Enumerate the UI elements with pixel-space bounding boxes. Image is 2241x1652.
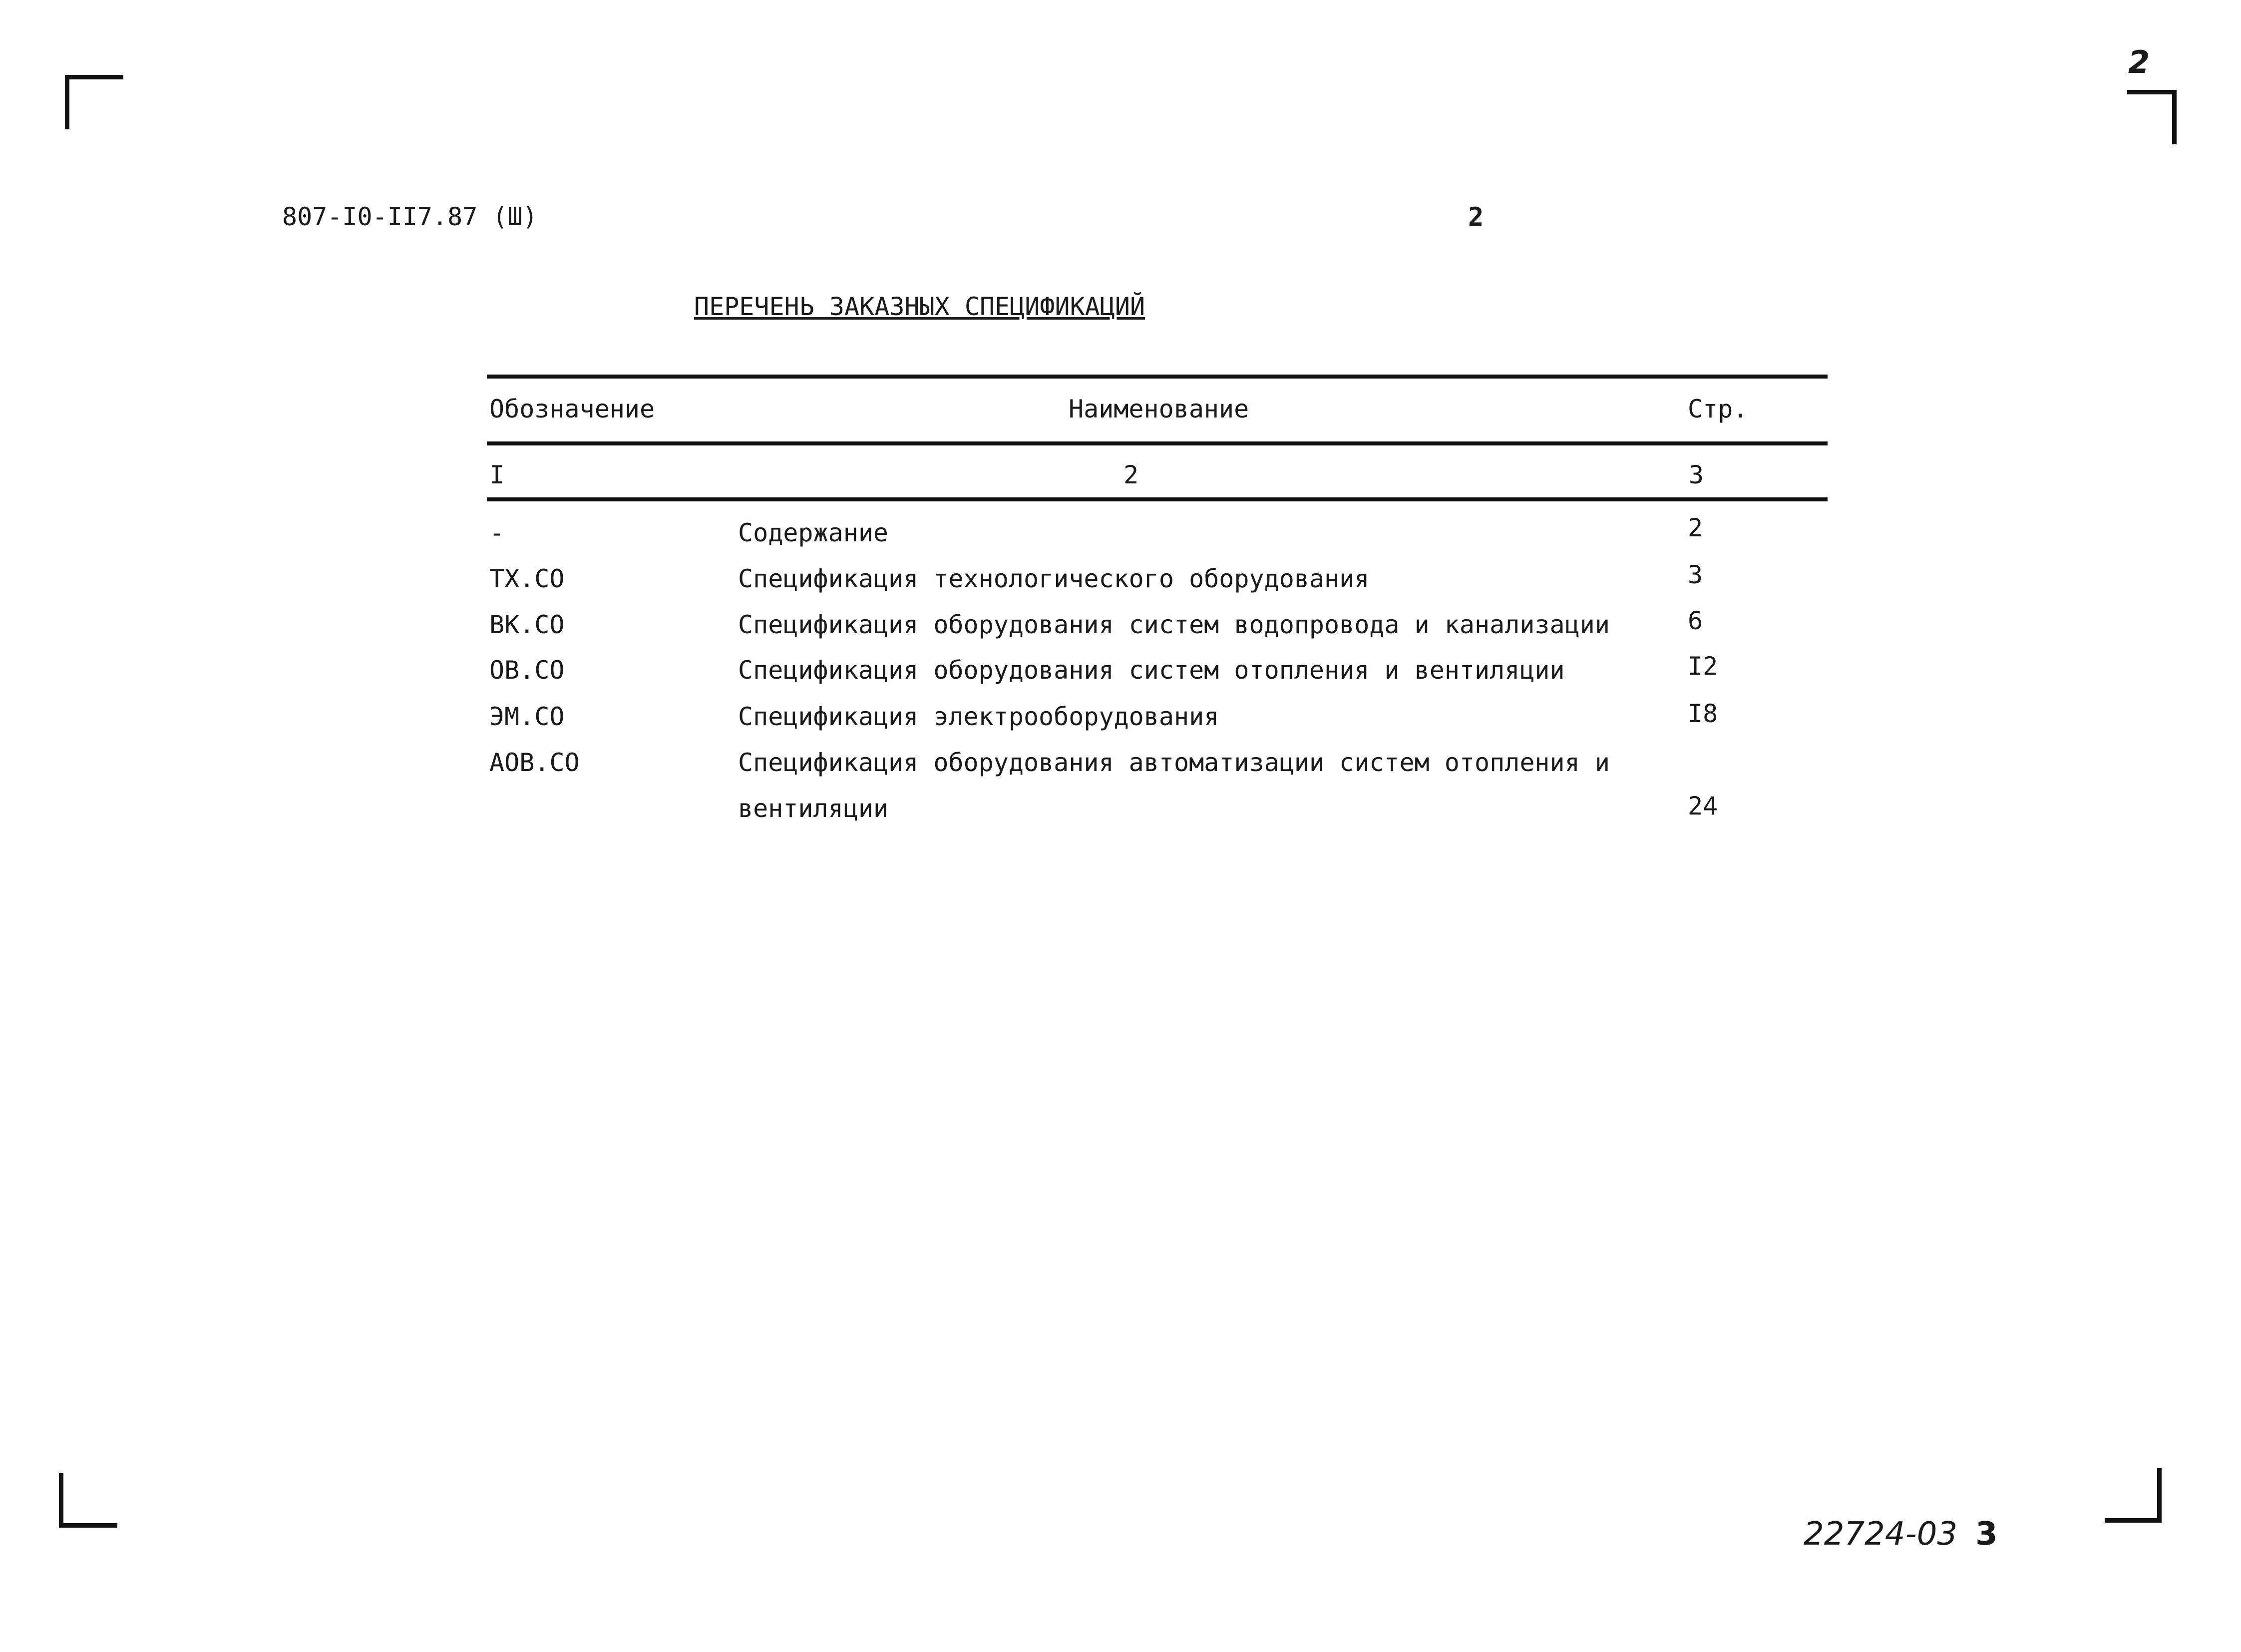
stamp-number: 22724-03	[1804, 1516, 1958, 1553]
column-number-3: 3	[1689, 460, 1704, 489]
column-header-designation: Обозначение	[489, 395, 655, 423]
row-name: Спецификация оборудования автоматизации систем отопления и	[738, 748, 1610, 777]
row-page: I8	[1688, 699, 1718, 728]
row-name: Спецификация оборудования систем водопровода и канализации	[738, 610, 1610, 639]
stamp-page: 3	[1975, 1516, 1998, 1553]
table-rule-top	[487, 375, 1828, 379]
row-page: 24	[1688, 792, 1718, 821]
inventory-stamp	[1804, 1516, 1998, 1553]
row-designation: ЭМ.СО	[489, 702, 565, 731]
row-name: Спецификация электрооборудования	[738, 702, 1219, 731]
table-rule-numbers	[487, 497, 1828, 501]
column-header-name: Наименование	[1069, 395, 1249, 423]
row-designation: ОВ.СО	[489, 656, 565, 685]
corner-mark-top-right	[2127, 90, 2177, 144]
page-number: 2	[1468, 202, 1484, 232]
row-designation: ВК.СО	[489, 610, 565, 639]
corner-mark-bottom-right	[2105, 1468, 2162, 1523]
column-number-1: I	[489, 460, 505, 489]
row-page: 6	[1688, 606, 1703, 635]
corner-mark-bottom-left	[59, 1473, 117, 1528]
row-designation: -	[489, 518, 505, 547]
row-page: 2	[1688, 513, 1703, 542]
column-header-page: Стр.	[1688, 395, 1748, 423]
document-code: 807-I0-II7.87 (Ш)	[282, 202, 538, 231]
row-name: Спецификация технологического оборудования	[738, 564, 1370, 593]
row-name: Содержание	[738, 518, 889, 547]
row-page: I2	[1688, 652, 1718, 681]
row-name: Спецификация оборудования систем отопления и вентиляции	[738, 656, 1565, 685]
sheet-mark: 2	[2128, 44, 2150, 80]
page-title: ПЕРЕЧЕНЬ ЗАКАЗНЫХ СПЕЦИФИКАЦИЙ	[694, 292, 1145, 321]
row-designation: ТХ.СО	[489, 564, 565, 593]
corner-mark-top-left	[65, 75, 123, 129]
column-number-2: 2	[1123, 460, 1139, 489]
row-page: 3	[1688, 560, 1703, 589]
row-designation: АОВ.СО	[489, 748, 580, 777]
row-name-continued: вентиляции	[738, 794, 889, 823]
table-rule-header	[487, 441, 1828, 445]
